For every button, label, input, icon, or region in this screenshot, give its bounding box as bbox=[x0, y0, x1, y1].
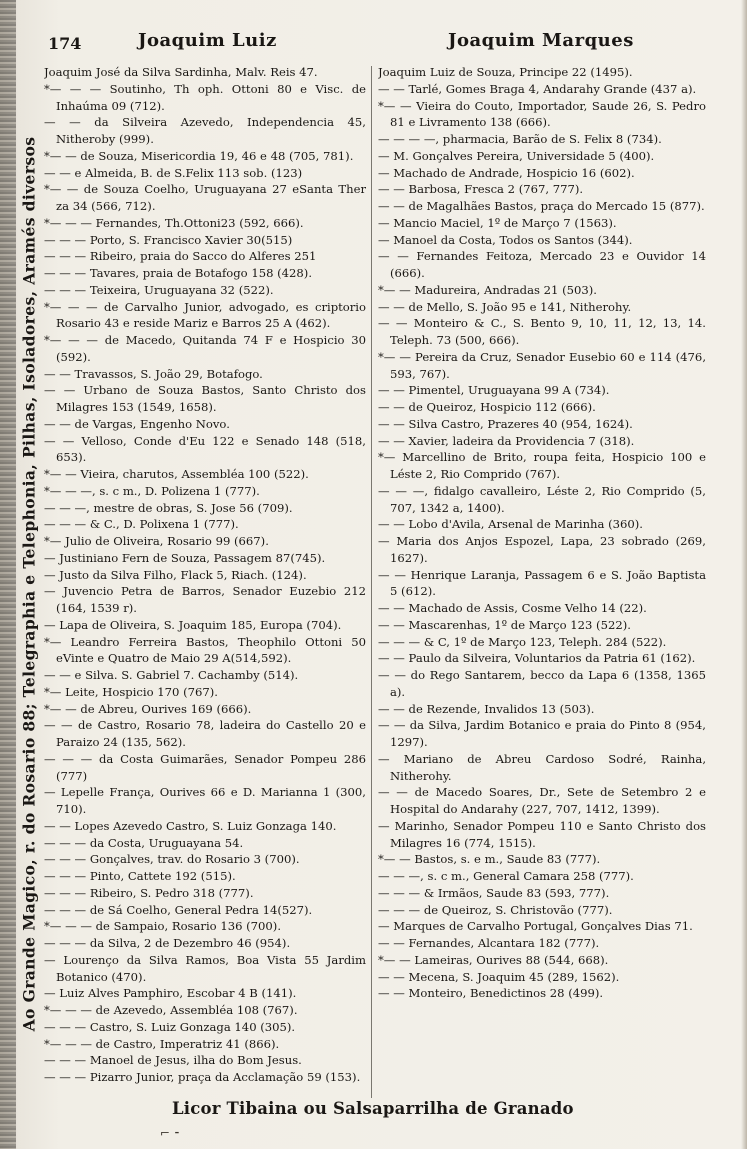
directory-entry: Joaquim Luiz de Souza, Principe 22 (1495). bbox=[378, 65, 633, 79]
directory-entry: — — Silva Castro, Prazeres 40 (954, 1624). bbox=[378, 416, 633, 431]
directory-entry: *— — de Souza Coelho, Uruguayana 27 eSanta Ther za 34 (566, 712). bbox=[44, 182, 366, 213]
side-advertisement-banner bbox=[18, 62, 40, 1107]
directory-entry: *— — — de Carvalho Junior, advogado, es criptorio Rosario 43 e reside Mariz e Barros 25 A (462). bbox=[44, 299, 366, 331]
directory-entry: — — — Ribeiro, praia do Sacco do Alferes 251 bbox=[44, 249, 317, 264]
directory-entry: — Lourenço da Silva Ramos, Boa Vista 55 Jardim Botanico (470). bbox=[44, 952, 366, 984]
directory-entry: — — —, mestre de obras, S. Jose 56 (709). bbox=[44, 500, 293, 515]
footer-printer-marks: ⌐ ⁃ bbox=[160, 1126, 180, 1140]
directory-entry: — Mancio Maciel, 1º de Março 7 (1563). bbox=[378, 215, 617, 230]
directory-entry: — Lepelle França, Ourives 66 e D. Marianna 1 (300, 710). bbox=[44, 785, 366, 816]
directory-entry: — — Monteiro, Benedictinos 28 (499). bbox=[378, 986, 604, 1001]
directory-entry: — — — de Sá Coelho, General Pedra 14(527). bbox=[44, 902, 313, 917]
directory-entry: — — Fernandes Feitoza, Mercado 23 e Ouvidor 14 (666). bbox=[378, 249, 706, 280]
directory-entry: *— — — de Macedo, Quitanda 74 F e Hospicio 30 (592). bbox=[44, 333, 366, 364]
directory-entry: — — de Castro, Rosario 78, ladeira do Castello 20 e Paraizo 24 (135, 562). bbox=[44, 718, 366, 749]
directory-entry: — Machado de Andrade, Hospicio 16 (602). bbox=[378, 165, 635, 180]
directory-entry: — — Barbosa, Fresca 2 (767, 777). bbox=[378, 182, 584, 197]
directory-entry: — — de Macedo Soares, Dr., Sete de Setembro 2 e Hospital do Andarahy (227, 707, 1412, 1399). bbox=[378, 785, 706, 816]
directory-entry: — — — & Irmãos, Saude 83 (593, 777). bbox=[378, 885, 610, 900]
directory-entry: — — Machado de Assis, Cosme Velho 14 (22). bbox=[378, 601, 647, 615]
directory-entry: — — — & C, 1º de Março 123, Teleph. 284 (522). bbox=[378, 634, 667, 649]
directory-entry: — — da Silveira Azevedo, Independencia 45, Nitheroby (999). bbox=[44, 115, 366, 146]
book-spine-shadow bbox=[0, 0, 16, 1149]
directory-entry: — — de Vargas, Engenho Novo. bbox=[44, 416, 230, 431]
directory-entry: — — — Ribeiro, S. Pedro 318 (777). bbox=[44, 885, 254, 900]
directory-entry: *— — de Souza, Misericordia 19, 46 e 48 (705, 781). bbox=[44, 148, 354, 163]
column-divider bbox=[371, 66, 372, 1098]
directory-entry: — — Mascarenhas, 1º de Março 123 (522). bbox=[378, 617, 631, 632]
page-number: 174 bbox=[48, 34, 82, 53]
running-header-right: Joaquim Marques bbox=[448, 30, 634, 51]
side-advertisement-text: Ao Grande Magico, r. do Rosario 88; Telegraphia e Telephonia, Pilhas, Isoladores, Aramés diversos bbox=[19, 136, 39, 1032]
directory-entry: — — — da Costa, Uruguayana 54. bbox=[44, 835, 244, 850]
directory-entry: *— — Vieira, charutos, Assembléa 100 (522). bbox=[44, 467, 309, 481]
directory-entry: *— — — Soutinho, Th oph. Ottoni 80 e Visc. de Inhaúma 09 (712). bbox=[44, 81, 366, 113]
directory-entry: *— Marcellino de Brito, roupa feita, Hospicio 100 e Léste 2, Rio Comprido (767). bbox=[378, 450, 706, 481]
directory-entry: *— — Pereira da Cruz, Senador Eusebio 60 e 114 (476, 593, 767). bbox=[378, 349, 706, 381]
directory-entry: — — de Queiroz, Hospicio 112 (666). bbox=[378, 400, 596, 414]
footer-advertisement: Licor Tibaina ou Salsaparrilha de Granado bbox=[172, 1099, 574, 1118]
directory-entry: Joaquim José da Silva Sardinha, Malv. Reis 47. bbox=[44, 65, 318, 79]
directory-entry: — — — & C., D. Polixena 1 (777). bbox=[44, 517, 239, 532]
directory-entry: *— — de Abreu, Ourives 169 (666). bbox=[44, 701, 252, 716]
directory-entry: — — —, fidalgo cavalleiro, Léste 2, Rio Comprido (5, 707, 1342 a, 1400). bbox=[378, 483, 706, 515]
directory-entry: — — — —, pharmacia, Barão de S. Felix 8 (734). bbox=[378, 132, 662, 146]
directory-entry: — — Henrique Laranja, Passagem 6 e S. João Baptista 5 (612). bbox=[378, 567, 706, 599]
directory-entry: *— — — de Sampaio, Rosario 136 (700). bbox=[44, 919, 282, 934]
directory-entry: — Manoel da Costa, Todos os Santos (344). bbox=[378, 232, 633, 247]
directory-entry: — — Monteiro & C., S. Bento 9, 10, 11, 12, 13, 14. Teleph. 73 (500, 666). bbox=[378, 316, 706, 347]
directory-entry: — — — Gonçalves, trav. do Rosario 3 (700). bbox=[44, 852, 300, 867]
directory-entry: — — e Silva. S. Gabriel 7. Cachamby (514). bbox=[44, 668, 299, 682]
directory-entry: — M. Gonçalves Pereira, Universidade 5 (400). bbox=[378, 148, 655, 163]
directory-entry: — — Velloso, Conde d'Eu 122 e Senado 148 (518, 653). bbox=[44, 433, 366, 465]
directory-entry: — — Tarlé, Gomes Braga 4, Andarahy Grande (437 a). bbox=[378, 81, 697, 96]
directory-entry: — — Pimentel, Uruguayana 99 A (734). bbox=[378, 383, 610, 398]
directory-entry: *— — — de Castro, Imperatriz 41 (866). bbox=[44, 1036, 280, 1051]
directory-entry: — — — Teixeira, Uruguayana 32 (522). bbox=[44, 282, 274, 297]
directory-entry: — — Fernandes, Alcantara 182 (777). bbox=[378, 936, 600, 950]
directory-entry: *— Julio de Oliveira, Rosario 99 (667). bbox=[44, 534, 269, 548]
directory-entry: — Justiniano Fern de Souza, Passagem 87(745). bbox=[44, 550, 326, 565]
directory-entry: — — — de Queiroz, S. Christovão (777). bbox=[378, 902, 613, 917]
directory-entry: *— — — Fernandes, Th.Ottoni23 (592, 666). bbox=[44, 215, 304, 230]
directory-entry: — — — Castro, S. Luiz Gonzaga 140 (305). bbox=[44, 1019, 296, 1034]
directory-entry: — — Xavier, ladeira da Providencia 7 (318). bbox=[378, 433, 635, 448]
directory-entry: *— Leite, Hospicio 170 (767). bbox=[44, 684, 218, 699]
directory-entry: — — Paulo da Silveira, Voluntarios da Patria 61 (162). bbox=[378, 651, 696, 666]
directory-entry: — — Lobo d'Avila, Arsenal de Marinha (360). bbox=[378, 517, 643, 532]
running-header-left: Joaquim Luiz bbox=[138, 30, 277, 51]
directory-entry: *— — —, s. c m., D. Polizena 1 (777). bbox=[44, 483, 260, 498]
directory-entry: — — do Rego Santarem, becco da Lapa 6 (1358, 1365 a). bbox=[378, 668, 706, 699]
directory-entry: — — — da Costa Guimarães, Senador Pompeu 286 (777) bbox=[44, 751, 366, 783]
directory-entry: — — da Silva, Jardim Botanico e praia do Pinto 8 (954, 1297). bbox=[378, 718, 706, 749]
directory-entry: — — — Tavares, praia de Botafogo 158 (428). bbox=[44, 266, 313, 280]
directory-entry: — — — da Silva, 2 de Dezembro 46 (954). bbox=[44, 936, 291, 950]
directory-entry: — Marques de Carvalho Portugal, Gonçalves Dias 71. bbox=[378, 919, 693, 934]
directory-entry: — Lapa de Oliveira, S. Joaquim 185, Europa (704). bbox=[44, 617, 342, 632]
directory-entry: *— — Madureira, Andradas 21 (503). bbox=[378, 282, 597, 297]
directory-entry: — — e Almeida, B. de S.Felix 113 sob. (123) bbox=[44, 165, 303, 180]
directory-entry: — Luiz Alves Pamphiro, Escobar 4 B (141). bbox=[44, 986, 297, 1001]
page-edge bbox=[741, 0, 747, 1149]
directory-entry: — — Mecena, S. Joaquim 45 (289, 1562). bbox=[378, 969, 620, 984]
right-column bbox=[378, 64, 706, 1099]
directory-entry: — Marinho, Senador Pompeu 110 e Santo Christo dos Milagres 16 (774, 1515). bbox=[378, 818, 706, 850]
directory-entry: — — — Pinto, Cattete 192 (515). bbox=[44, 869, 236, 883]
directory-entry: — Justo da Silva Filho, Flack 5, Riach. (124). bbox=[44, 567, 307, 582]
directory-entry: — Juvencio Petra de Barros, Senador Euzebio 212 (164, 1539 r). bbox=[44, 584, 366, 615]
directory-entry: — — Travassos, S. João 29, Botafogo. bbox=[44, 366, 263, 381]
left-column bbox=[44, 64, 366, 1099]
directory-entry: *— — — de Azevedo, Assembléa 108 (767). bbox=[44, 1003, 298, 1017]
directory-entry: — — de Mello, S. João 95 e 141, Nitherohy. bbox=[378, 299, 632, 314]
directory-entry: — — Urbano de Souza Bastos, Santo Christo dos Milagres 153 (1549, 1658). bbox=[44, 383, 366, 414]
directory-entry: — — — Pizarro Junior, praça da Acclamação 59 (153). bbox=[44, 1070, 361, 1084]
directory-entry: *— — Lameiras, Ourives 88 (544, 668). bbox=[378, 952, 609, 967]
directory-entry: *— — Bastos, s. e m., Saude 83 (777). bbox=[378, 852, 601, 867]
directory-entry: — — — Porto, S. Francisco Xavier 30(515) bbox=[44, 232, 293, 247]
directory-entry: — — de Rezende, Invalidos 13 (503). bbox=[378, 701, 595, 716]
directory-entry: *— Leandro Ferreira Bastos, Theophilo Ottoni 50 eVinte e Quatro de Maio 29 A(514,592). bbox=[44, 634, 366, 666]
directory-entry: — — —, s. c m., General Camara 258 (777). bbox=[378, 869, 634, 883]
directory-entry: — Mariano de Abreu Cardoso Sodré, Rainha, Nitherohy. bbox=[378, 751, 706, 783]
directory-entry: — — de Magalhães Bastos, praça do Mercado 15 (877). bbox=[378, 199, 705, 213]
directory-entry: — — Lopes Azevedo Castro, S. Luiz Gonzaga 140. bbox=[44, 818, 337, 833]
directory-entry: — — — Manoel de Jesus, ilha do Bom Jesus. bbox=[44, 1053, 302, 1068]
directory-entry: — Maria dos Anjos Espozel, Lapa, 23 sobrado (269, 1627). bbox=[378, 534, 706, 565]
directory-entry: *— — Vieira do Couto, Importador, Saude 26, S. Pedro 81 e Livramento 138 (666). bbox=[378, 98, 706, 130]
